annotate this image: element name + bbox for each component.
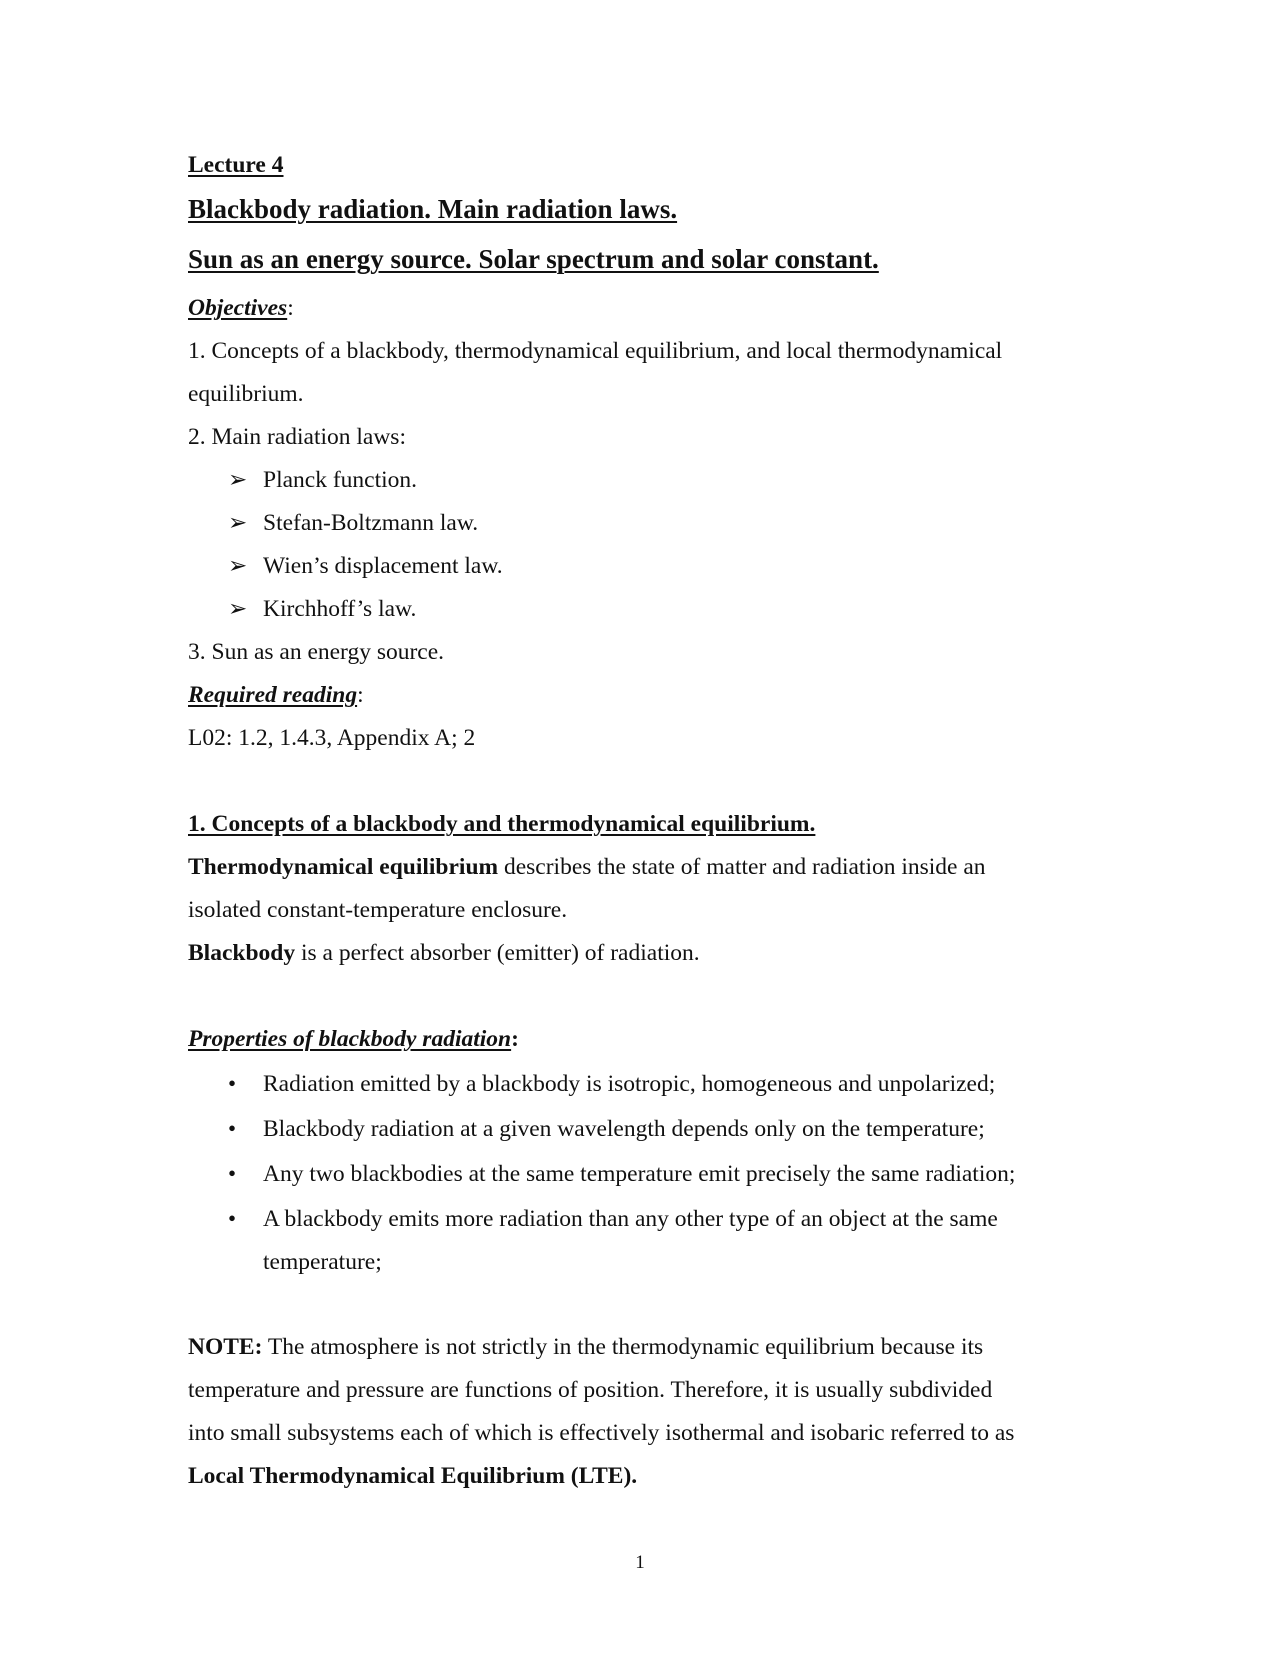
note-line-4-lte: Local Thermodynamical Equilibrium (LTE).	[188, 1463, 638, 1489]
required-reading-colon: :	[357, 682, 364, 708]
property-item-continuation: temperature;	[263, 1249, 382, 1275]
property-item: Any two blackbodies at the same temperature emit precisely the same radiation;	[263, 1161, 1016, 1187]
law-item-kirchhoff: Kirchhoff’s law.	[263, 596, 417, 622]
arrow-bullet-icon: ➢	[228, 553, 248, 578]
page-number: 1	[635, 1552, 645, 1573]
property-item: Blackbody radiation at a given wavelength depends only on the temperature;	[263, 1116, 985, 1142]
objectives-colon: :	[287, 295, 294, 321]
note-line-1	[188, 1332, 983, 1362]
objective-2: 2. Main radiation laws:	[188, 424, 406, 450]
required-reading-text: L02: 1.2, 1.4.3, Appendix A; 2	[188, 725, 476, 751]
law-item-wien: Wien’s displacement law.	[263, 553, 503, 579]
law-item-stefan-boltzmann: Stefan-Boltzmann law.	[263, 510, 479, 536]
objective-1-line-1: 1. Concepts of a blackbody, thermodynamical equilibrium, and local thermodynamical	[188, 338, 1003, 364]
properties-label: Properties of blackbody radiation	[188, 1026, 512, 1052]
title-line-1: Blackbody radiation. Main radiation laws.	[188, 194, 678, 224]
objective-3: 3. Sun as an energy source.	[188, 639, 445, 665]
note-line-3: into small subsystems each of which is effectively isothermal and isobaric referred to as	[188, 1420, 1015, 1446]
bullet-icon: •	[228, 1206, 237, 1231]
section-1-heading: 1. Concepts of a blackbody and thermodynamical equilibrium.	[188, 811, 816, 837]
blackbody-term: Blackbody	[188, 940, 296, 966]
required-reading-heading	[188, 680, 364, 710]
property-item: Radiation emitted by a blackbody is isotropic, homogeneous and unpolarized;	[263, 1071, 996, 1097]
te-definition-rest: describes the state of matter and radiation inside an	[498, 854, 986, 880]
note-text-1: The atmosphere is not strictly in the thermodynamic equilibrium because its	[262, 1334, 984, 1360]
bullet-icon: •	[228, 1071, 237, 1096]
arrow-bullet-icon: ➢	[228, 596, 248, 621]
te-definition-line-2: isolated constant-temperature enclosure.	[188, 897, 568, 923]
properties-heading	[188, 1024, 519, 1054]
lecture-label: Lecture 4	[188, 152, 284, 178]
properties-colon: :	[511, 1026, 519, 1052]
te-definition-line-1	[188, 852, 986, 882]
note-label: NOTE:	[188, 1334, 263, 1360]
objectives-label: Objectives	[188, 295, 288, 321]
objective-1-line-2: equilibrium.	[188, 381, 304, 407]
title-line-2: Sun as an energy source. Solar spectrum and solar constant.	[188, 244, 879, 274]
blackbody-definition	[188, 938, 700, 968]
te-term: Thermodynamical equilibrium	[188, 854, 499, 880]
arrow-bullet-icon: ➢	[228, 467, 248, 492]
arrow-bullet-icon: ➢	[228, 510, 248, 535]
objectives-heading	[188, 293, 294, 323]
blackbody-definition-rest: is a perfect absorber (emitter) of radiation.	[295, 940, 700, 966]
bullet-icon: •	[228, 1116, 237, 1141]
property-item: A blackbody emits more radiation than any other type of an object at the same	[263, 1206, 998, 1232]
required-reading-label: Required reading	[188, 682, 358, 708]
bullet-icon: •	[228, 1161, 237, 1186]
note-line-2: temperature and pressure are functions of position. Therefore, it is usually subdivided	[188, 1377, 993, 1403]
law-item-planck: Planck function.	[263, 467, 418, 493]
